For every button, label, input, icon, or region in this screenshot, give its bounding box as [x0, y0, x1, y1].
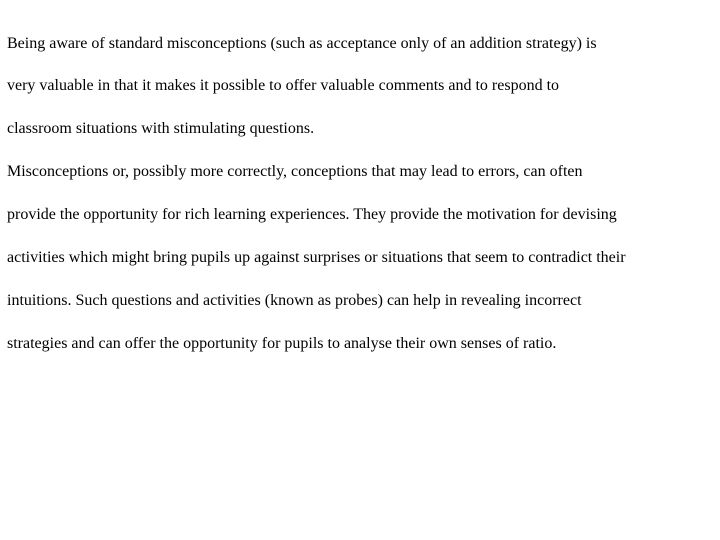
text-line: Misconceptions or, possibly more correctly, conceptions that may lead to errors, can often — [7, 163, 583, 180]
text-line: intuitions. Such questions and activities (known as probes) can help in revealing incorrect — [7, 292, 582, 309]
text-line: very valuable in that it makes it possible to offer valuable comments and to respond to — [7, 77, 560, 94]
text-line: classroom situations with stimulating questions. — [7, 120, 315, 137]
text-line: provide the opportunity for rich learning experiences. They provide the motivation for devising — [7, 206, 617, 223]
text-line: strategies and can offer the opportunity for pupils to analyse their own senses of ratio. — [7, 335, 557, 352]
text-line: activities which might bring pupils up against surprises or situations that seem to contradict their — [7, 249, 626, 266]
text-line: Being aware of standard misconceptions (such as acceptance only of an addition strategy) is — [7, 35, 597, 52]
